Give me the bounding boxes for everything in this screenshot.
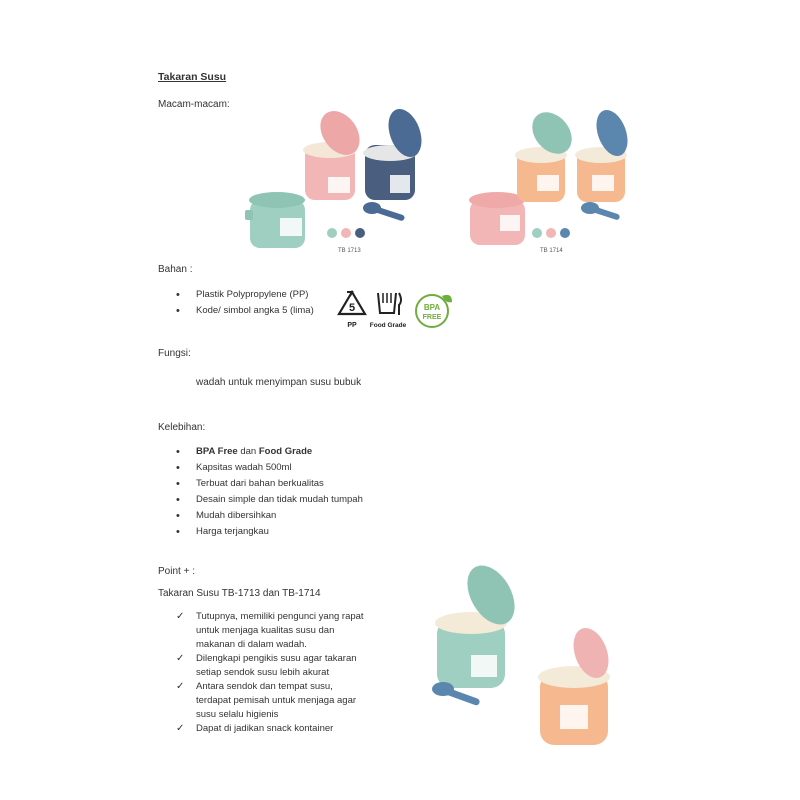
scoop-icon [363, 202, 405, 222]
bpa-line1: BPA [423, 303, 441, 312]
list-item: ✓ Dilengkapi pengikis susu agar takaran setiap sendok susu lebih akurat [176, 653, 357, 678]
point-label: Point + : [158, 566, 195, 577]
color-dot-pink [546, 228, 556, 238]
green-container [245, 192, 305, 248]
fungsi-label: Fungsi: [158, 348, 191, 359]
page-title: Takaran Susu [158, 71, 227, 83]
peach-container-2 [575, 106, 633, 202]
scoop-icon [581, 202, 620, 221]
list-item: • BPA Free dan Food Grade [174, 444, 363, 460]
pink-container-2 [469, 192, 525, 245]
kelebihan-label: Kelebihan: [158, 422, 206, 433]
recycle-pp-5-icon [335, 289, 369, 331]
check-icon: ✓ [176, 611, 185, 622]
list-item: • Plastik Polypropylene (PP) [174, 287, 314, 303]
list-item: ✓ Antara sendok dan tempat susu, terdapat pemisah untuk menjaga agar susu selalu higienis [176, 681, 357, 720]
list-item: • Desain simple dan tidak mudah tumpah [174, 492, 363, 508]
fungsi-text: wadah untuk menyimpan susu bubuk [196, 377, 362, 388]
list-item: • Terbuat dari bahan berkualitas [174, 476, 363, 492]
color-dot-green [532, 228, 542, 238]
list-item: • Harga terjangkau [174, 524, 363, 540]
kelebihan-list [174, 444, 363, 540]
list-item: ✓ Dapat di jadikan snack kontainer [176, 723, 334, 734]
color-dot-navy [355, 228, 365, 238]
color-dot-green [327, 228, 337, 238]
product-code-tb1713: TB 1713 [338, 248, 361, 254]
food-grade-icon [370, 289, 406, 331]
product-image-tb1714 [462, 105, 642, 265]
navy-container [363, 105, 428, 200]
color-dot-pink [341, 228, 351, 238]
list-item: • Kode/ simbol angka 5 (lima) [174, 303, 314, 319]
food-grade-caption: Food Grade [370, 322, 406, 329]
green-container-large [435, 565, 524, 688]
bpa-line2: FREE [422, 314, 442, 321]
point-subtitle: Takaran Susu TB-1713 dan TB-1714 [158, 588, 321, 599]
list-item: • Mudah dibersihkan [174, 508, 363, 524]
bpa-free-icon [412, 290, 456, 330]
point-list [174, 610, 364, 736]
peach-container-large [538, 623, 615, 745]
recycle-caption: PP [347, 322, 357, 329]
recycle-number: 5 [348, 302, 356, 314]
peach-container-1 [515, 105, 580, 202]
check-icon: ✓ [176, 653, 185, 664]
product-image-bottom [425, 565, 630, 760]
list-item: • Kapsitas wadah 500ml [174, 460, 363, 476]
pink-container [303, 105, 368, 200]
list-item: ✓ Tutupnya, memiliki pengunci yang rapat untuk menjaga kualitas susu dan makanan di dalam wadah. [176, 611, 364, 650]
check-icon: ✓ [176, 723, 185, 734]
product-code-tb1714: TB 1714 [540, 248, 563, 254]
bahan-label: Bahan : [158, 264, 193, 275]
variants-label: Macam-macam: [158, 99, 230, 110]
color-dot-blue [560, 228, 570, 238]
check-icon: ✓ [176, 681, 185, 692]
bahan-list [174, 287, 314, 319]
product-image-tb1713 [240, 105, 440, 265]
